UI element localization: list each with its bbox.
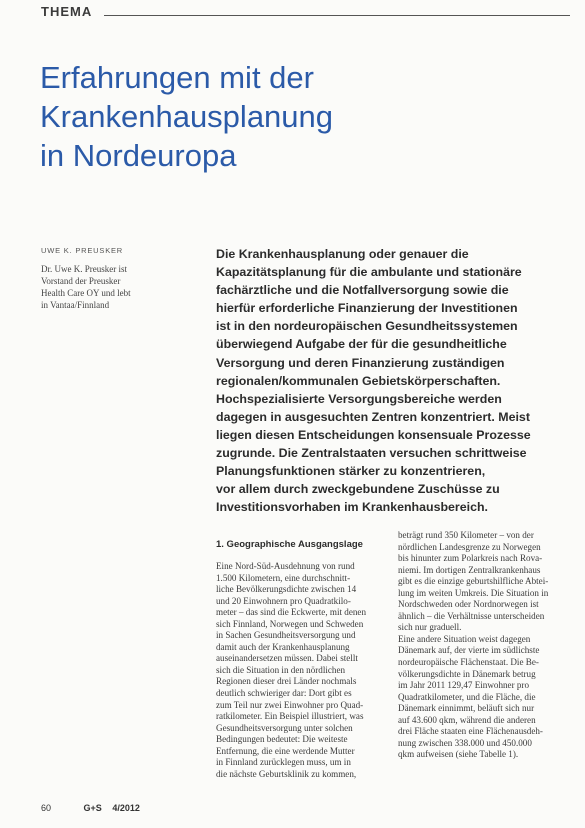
body-line: in Finnland zurücklegen muss, um in [216,757,351,768]
lead-line: Die Krankenhausplanung oder genauer die [216,247,469,261]
lead-line: Hochspezialisierte Versorgungsbereiche werden [216,391,502,406]
body-line: ähnlich – die Verhältnisse unterscheiden [398,610,545,621]
body-line: 1.500 Kilometern, eine durchschnitt- [216,572,351,583]
lead-paragraph [216,245,561,516]
magazine-name: G+S [83,803,102,813]
body-line: meter – das sind die Eckwerte, mit denen [216,607,366,618]
lead-line: hierfür erforderliche Finanzierung der Investitionen [216,301,518,316]
body-line: Quadratkilometer, und die Fläche, die [398,691,536,702]
body-line: Eine Nord-Süd-Ausdehnung von rund [216,561,355,571]
lead-line: Investitionsvorhaben im Krankenhausbereich. [216,500,488,515]
page-number: 60 [41,803,52,813]
lead-line: dagegen in ausgesuchten Zentren konzentriert. Meist [216,409,530,424]
author-name: UWE K. PREUSKER [41,246,124,255]
lead-line: vor allem durch zweckgebundene Zuschüsse zu [216,482,500,497]
body-line: sich Finnland, Norwegen und Schweden [216,618,364,629]
author-bio-line: Health Care OY und lebt [41,288,131,298]
body-line: völkerungsdichte in Dänemark betrug [398,668,536,679]
section-heading: 1. Geographische Ausgangslage [216,539,363,550]
body-line: die nächste Geburtsklinik zu kommen, [216,768,357,779]
body-line: Regionen dieser drei Länder nochmals [216,676,357,687]
body-line: Dänemark einnimmt, beläuft sich nur [398,703,535,714]
body-line: Gesundheitsversorgung unter solchen [216,722,353,733]
body-line: im Jahr 2011 129,47 Einwohner pro [398,680,529,691]
body-line: in Sachen Gesundheitsversorgung und [216,630,356,641]
lead-line: fachärztliche und die Notfallversorgung sowie die [216,283,509,298]
lead-line: Kapazitätsplanung für die ambulante und stationäre [216,265,522,280]
body-line: damit auch der Krankenhausplanung [216,641,350,652]
lead-line: Versorgung und deren Finanzierung zuständigen [216,355,505,370]
body-line: deutlich schwieriger dar: Dort gibt es [216,688,352,699]
body-line: nung zwischen 338.000 und 450.000 [398,737,532,748]
lead-line: zugrunde. Die Zentralstaaten versuchen schrittweise [216,446,527,461]
author-bio-line: in Vantaa/Finnland [41,300,110,310]
body-line: Eine andere Situation weist dagegen [398,633,531,644]
author-bio-line: Vorstand der Preusker [41,276,121,286]
body-line: ratkilometer. Ein Beispiel illustriert, was [216,711,364,722]
body-line: liche Bevölkerungsdichte zwischen 14 [216,584,357,595]
lead-line: Planungsfunktionen stärker zu konzentrieren, [216,464,486,479]
body-line: auf 43.600 qkm, während die anderen [398,714,536,725]
body-line: qkm aufweisen (siehe Tabelle 1). [398,749,519,760]
page-footer [41,803,140,813]
body-line: auseinandersetzen müssen. Dabei stellt [216,653,358,664]
body-line: nordeuropäische Flächenstaat. Die Be- [398,657,539,668]
author-bio-line: Dr. Uwe K. Preusker ist [41,264,127,274]
title-line: Erfahrungen mit der [40,60,314,95]
lead-line: ist in den nordeuropäischen Gesundheitssystemen [216,319,518,334]
author-bio [41,263,171,311]
lead-line: regionalen/kommunalen Gebietskörperschaften. [216,373,501,388]
title-line: in Nordeuropa [40,138,237,173]
body-line: beträgt rund 350 Kilometer – von der [398,530,534,540]
body-line: bis hinunter zum Polarkreis nach Rova- [398,553,543,564]
title-line: Krankenhausplanung [40,99,334,134]
body-line: Dänemark auf, der vierte im südlichste [398,645,540,656]
body-line: sich nur graduell. [398,622,462,633]
section-rule [104,15,570,16]
body-line: sich die Situation in den nördlichen [216,664,346,675]
body-line: gibt es die einzige geburtshilfliche Abtei- [398,576,549,587]
body-line: drei Fläche staaten eine Flächenausdeh- [398,726,543,737]
body-line: Bedingungen bedeutet: Die weiteste [216,734,348,745]
issue-number: 4/2012 [112,803,140,813]
body-line: zum Teil nur zwei Einwohner pro Quad- [216,699,364,710]
body-line: nördlichen Landesgrenze zu Norwegen [398,541,541,552]
body-column-left [216,561,386,780]
section-label: THEMA [41,4,93,19]
body-line: lung im weiten Umkreis. Die Situation in [398,587,549,598]
body-column-right [398,530,563,761]
body-line: und 20 Einwohnern pro Quadratkilo- [216,595,351,606]
lead-line: liegen diesen Entscheidungen konsensuale Prozesse [216,427,531,442]
article-title [40,58,460,175]
body-line: Nordschweden oder Nordnorwegen ist [398,599,539,610]
body-line: niemi. Im dortigen Zentralkrankenhaus [398,564,541,575]
body-line: Entfernung, die eine werdende Mutter [216,745,355,756]
lead-line: überwiegend Aufgabe der für die gesundheitliche [216,337,507,352]
